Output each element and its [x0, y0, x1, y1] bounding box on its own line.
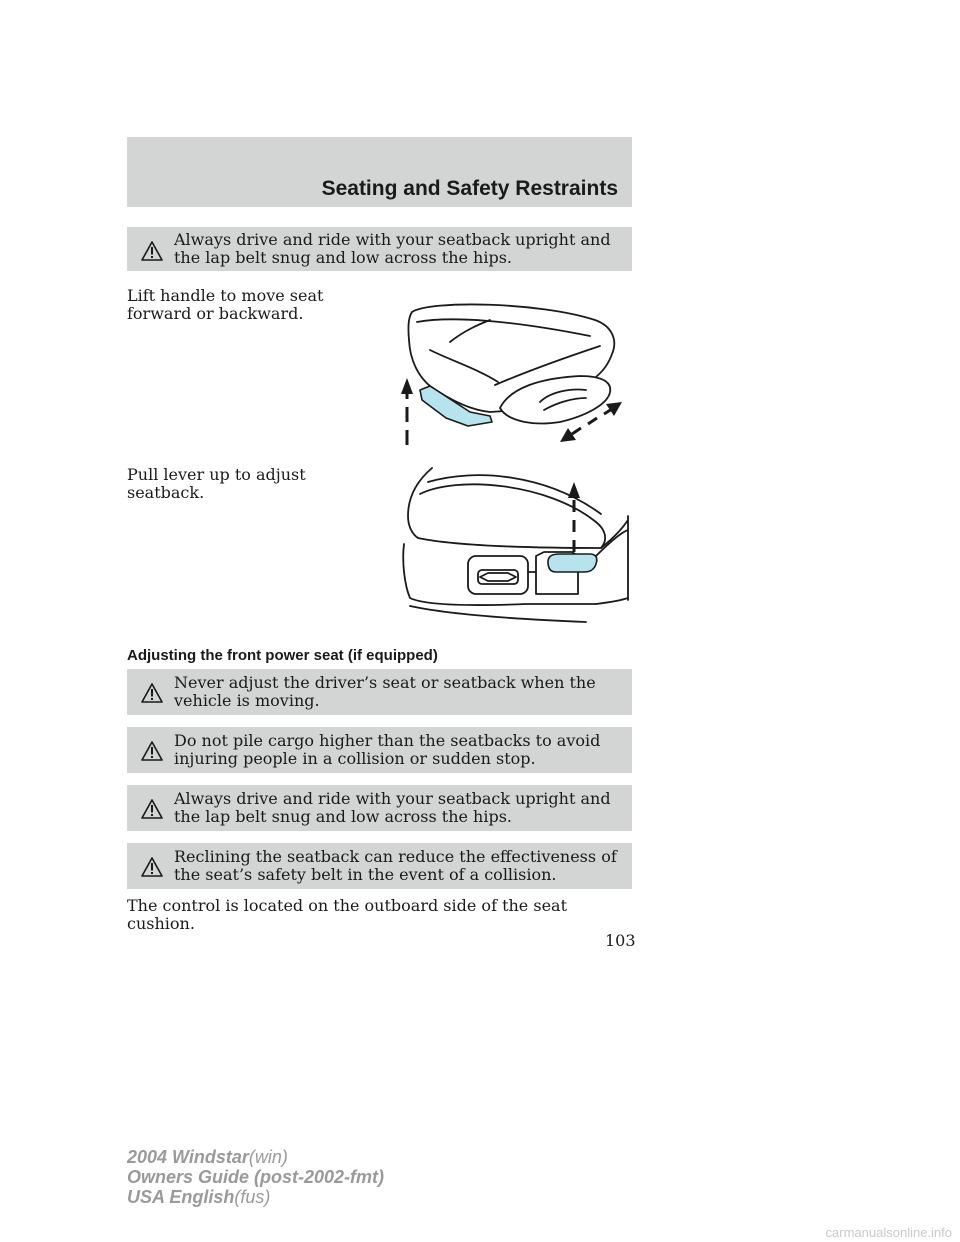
warning-box: [127, 727, 632, 773]
instruction-control-location: The control is located on the outboard side of the seat cushion.: [127, 896, 568, 933]
footer-line-model: [127, 1147, 384, 1167]
seat-forward-backward-illustration: [390, 290, 630, 450]
warning-triangle-icon: [141, 799, 163, 819]
warning-text: Never adjust the driver’s seat or seatback when the vehicle is moving.: [174, 673, 596, 710]
footer-line-guide: [127, 1167, 384, 1187]
warning-text: Always drive and ride with your seatback upright and the lap belt snug and low across the hips.: [174, 789, 611, 826]
footer-language-code: (fus): [234, 1187, 271, 1207]
seatback-lever-illustration: [396, 460, 636, 630]
watermark: carmanualsonline.info: [825, 1225, 952, 1240]
warning-box: [127, 785, 632, 831]
instruction-lift-handle: Lift handle to move seat forward or backward.: [127, 286, 324, 323]
page-number: 103: [605, 931, 636, 950]
instruction-pull-lever: Pull lever up to adjust seatback.: [127, 465, 306, 502]
warning-triangle-icon: [141, 857, 163, 877]
warning-box: [127, 843, 632, 889]
footer-guide-name: Owners Guide (post-2002-fmt): [127, 1167, 385, 1187]
footer-language-name: USA English: [127, 1187, 235, 1207]
warning-box: [127, 669, 632, 715]
warning-triangle-icon: [141, 683, 163, 703]
warning-triangle-icon: [141, 741, 163, 761]
warning-box: [127, 227, 632, 271]
warning-text: Do not pile cargo higher than the seatbacks to avoid injuring people in a collision or sudden stop.: [174, 731, 601, 768]
section-subheading: Adjusting the front power seat (if equipped): [127, 647, 438, 664]
warning-text: Always drive and ride with your seatback upright and the lap belt snug and low across the hips.: [174, 230, 611, 267]
footer-model-code: (win): [248, 1147, 288, 1167]
footer-model-name: 2004 Windstar: [127, 1147, 249, 1167]
section-header-band: [127, 137, 632, 207]
warning-triangle-icon: [141, 241, 163, 261]
section-title: Seating and Safety Restraints: [321, 177, 618, 200]
document-footer: [127, 1147, 384, 1207]
footer-line-language: [127, 1187, 384, 1207]
warning-text: Reclining the seatback can reduce the effectiveness of the seat’s safety belt in the event of a collision.: [174, 847, 617, 884]
